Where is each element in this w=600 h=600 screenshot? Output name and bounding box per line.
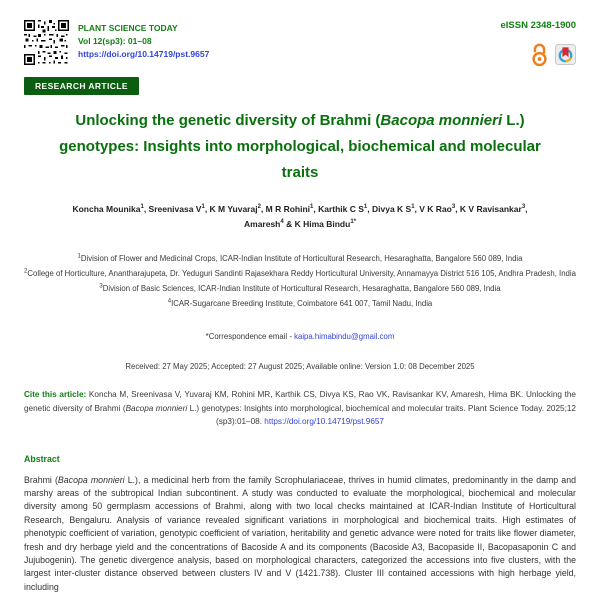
citation-species-italic: Bacopa monnieri xyxy=(125,403,188,413)
affiliation-2: $^2$College of Horticulture, Anantharajupeta, Dr. Yeduguri Sandinti Rajasekhara Reddy Horticultural University, Annamayya District 516 105, Andhra Pradesh, India xyxy=(24,268,576,278)
author: , M R Rohini$^1$ xyxy=(260,204,314,214)
open-access-icon xyxy=(530,42,549,67)
title-text-cont: L.) genotypes: Insights into morphological, biochemical and molecular traits xyxy=(59,112,541,181)
affiliation-3: $^3$Division of Basic Sciences, ICAR-Indian Institute of Horticultural Research, Hesaraghatta, Bangalore 560 089, India xyxy=(99,283,501,293)
volume-pages: Vol 12(sp3): 01–08 xyxy=(78,36,152,46)
correspondence-label: *Correspondence email - xyxy=(205,332,295,341)
citation-block xyxy=(24,388,576,429)
correspondence-email-link[interactable]: kaipa.himabindu@gmail.com xyxy=(294,332,395,341)
crossmark-icon[interactable] xyxy=(555,44,576,65)
author: , K V Ravisankar$^3$ xyxy=(455,204,526,214)
dates-line: Received: 27 May 2025; Accepted: 27 August 2025; Available online: Version 1.0: 08 December 2025 xyxy=(125,362,475,371)
authors-line-1 xyxy=(24,202,576,217)
qr-code-icon xyxy=(24,20,69,65)
author: & K Hima Bindu$^{1*}$ xyxy=(283,219,356,229)
cite-label: Cite this article: xyxy=(24,390,87,399)
abstract-paragraph xyxy=(24,474,576,595)
author: , xyxy=(525,204,528,214)
abstract-heading: Abstract xyxy=(24,453,60,464)
citation-doi-link[interactable]: https://doi.org/10.14719/pst.9657 xyxy=(264,417,384,426)
eissn: eISSN 2348-1900 xyxy=(500,20,576,31)
page-title xyxy=(50,108,550,186)
journal-name: PLANT SCIENCE TODAY xyxy=(78,23,178,33)
author: , Divya K $S^1$ xyxy=(367,204,415,214)
authors-block xyxy=(24,202,576,232)
affiliation-1: $^1$Division of Flower and Medicinal Crops, ICAR-Indian Institute of Horticultural Research, Hesaraghatta, Bangalore 560 089, India xyxy=(77,253,523,263)
header-doi-link[interactable]: https://doi.org/10.14719/pst.9657 xyxy=(78,49,210,59)
author: , K M Yuvaraj$^2$ xyxy=(204,204,261,214)
author: Koncha Mounika$^1$ xyxy=(72,204,144,214)
journal-header xyxy=(24,20,576,67)
abstract-text-cont: L.), a medicinal herb from the family Scrophulariaceae, thrives in humid climates, predominantly in the damp and marshy areas of the subtropical Indian subcontinent. A study was conducted to evaluate the morphological, biochemical and molecular diversity among 50 germplasm accessions of Brahmi, along with two local checks maintained at ICAR-Indian Institute of Horticultural Research, Bengaluru. Analysis of variance revealed significant variations in morphological and biochemical traits. High estimates of phenotypic coefficient of variation, genotypic coefficient of variation, heritability and genetic advance were noted for traits like flower diameter, fresh and dry herbage yield and the concentrations of Bacoside A and its components (Bacoside A3, Bacopaside II, Bacopasaponin C and Jujubogenin). The genetic divergence analysis, based on morphological characters, categorized the accessions into five clusters, with the largest inter-cluster distance observed between clusters IV and V (1421.738). Cluster III contained accessions with high herbage yield, including xyxy=(24,474,576,592)
affiliation-4: $^4$ICAR-Sugarcane Breeding Institute, Coimbatore 641 007, Tamil Nadu, India xyxy=(167,298,433,308)
authors-line-2 xyxy=(24,217,576,232)
title-species-italic: Bacopa monnieri xyxy=(380,112,503,129)
affiliations-block xyxy=(24,253,576,309)
author: , Karthik C $S^1$ xyxy=(313,204,368,214)
author: , Sreenivasa $V^1$ xyxy=(143,204,205,214)
citation-text-cont: L.) genotypes: Insights into morphological, biochemical and molecular traits. Plant Science Today. 2025;12 (sp3):01–08. xyxy=(187,403,576,426)
author: , V K Rao$^3$ xyxy=(414,204,456,214)
author: Amaresh$^4$ xyxy=(244,219,284,229)
abstract-species-italic: Bacopa monnieri xyxy=(57,474,125,485)
correspondence-line xyxy=(24,332,576,341)
abstract-text: Brahmi ( xyxy=(24,474,58,485)
citation-text: Koncha M, Sreenivasa V, Yuvaraj KM, Rohini MR, Karthik CS, Divya KS, Rao VK, Ravisankar KV, Amaresh, Hima BK. Unlocking the genetic diversity of Brahmi ( xyxy=(24,390,576,413)
title-text: Unlocking the genetic diversity of Brahmi ( xyxy=(75,112,381,129)
research-article-badge: RESEARCH ARTICLE xyxy=(24,77,139,95)
